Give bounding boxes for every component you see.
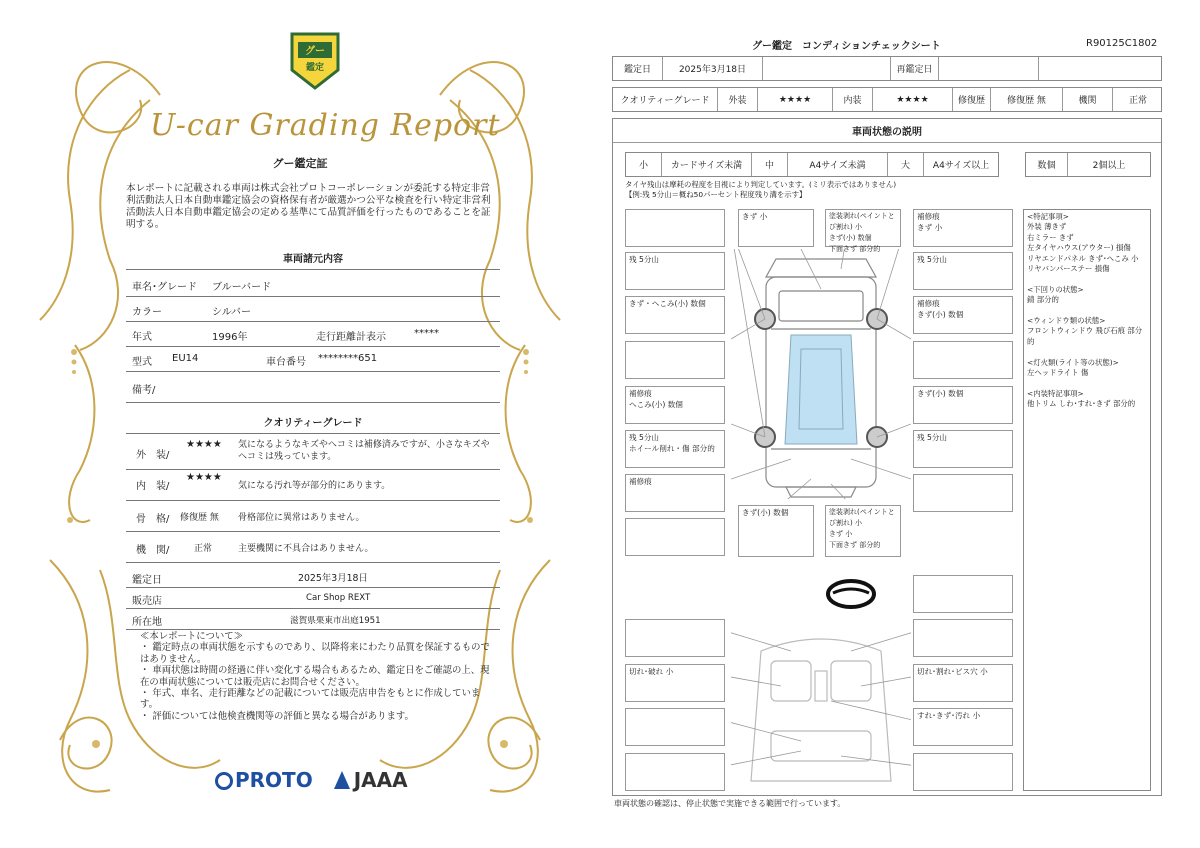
damage-box: 補修痕 きず 小 xyxy=(913,209,1013,247)
footer-note: 車両状態の確認は、停止状態で実施できる範囲で行っています。 xyxy=(614,799,846,808)
damage-box: きず 小 xyxy=(738,209,814,247)
car-top-view-diagram xyxy=(731,249,911,499)
quality-row-exterior: 外 装/ ★★★★ 気になるようなキズやヘコミは補修済みですが、小さなキズやヘコミは残っています。 xyxy=(126,436,500,470)
quality-row-engine: 機 関/ 正常 主要機関に不具合はありません。 xyxy=(126,533,500,563)
script-title: U-car Grading Report xyxy=(150,108,501,143)
sheet-code: R90125C1802 xyxy=(1086,38,1158,49)
note-item: ・ 評価については他検査機関等の評価と異なる場合があります。 xyxy=(140,710,414,722)
notes-title: ≪本レポートについて≫ xyxy=(140,631,243,642)
damage-box: 残 5分山 xyxy=(625,252,725,290)
note-item: ・ 車両状態は時間の経過に伴い変化する場合もあるため、鑑定日をご確認の上、現在の車両状態については販売店にお問合せください。 xyxy=(140,665,490,688)
report-notes xyxy=(140,631,495,722)
sheet-title: グー鑑定 コンディションチェックシート xyxy=(752,41,941,52)
damage-box: 塗装剥れ(ペイントとび割れ) 小 きず 小 下面きず 部分的 xyxy=(825,505,901,557)
damage-box xyxy=(913,341,1013,379)
info-row-date: 鑑定日 2025年3月18日 xyxy=(126,566,500,588)
damage-box: 補修痕 xyxy=(625,474,725,512)
date-row: 鑑定日 2025年3月18日 再鑑定日 xyxy=(612,56,1162,81)
damage-box: 補修痕 きず(小) 数個 xyxy=(913,296,1013,334)
tire-example: 【例:残 5分山＝概ね50パーセント程度残り溝を示す】 xyxy=(625,190,807,199)
damage-box: きず(小) 数個 xyxy=(738,505,814,557)
spec-row-model: 型式 EU14 車台番号 ********651 xyxy=(126,348,500,372)
special-notes: <特記事項> 外装 薄きず 右ミラー きず 左タイヤハウス(アウター) 損傷 リヤエンドパネル きず･へこみ 小 リヤバンパーステー 損傷 <下回りの状態> 錆 部分的 <ウィンドウ類の状態> フロントウィンドウ 飛び石痕 部分的 <灯火類(ライト等の状態)> 左ヘッドライト 傷 <内装特記事項> 他トリム しわ･すれ･きず 部分的 xyxy=(1023,209,1151,791)
tire-note: タイヤ残山は摩耗の程度を目視により判定しています。(ミリ表示ではありません) xyxy=(625,180,897,189)
damage-box xyxy=(625,708,725,746)
quality-divider xyxy=(126,432,500,434)
quality-row-interior: 内 装/ ★★★★ 気になる汚れ等が部分的にあります。 xyxy=(126,471,500,501)
damage-box xyxy=(625,518,725,556)
certificate-heading: グー鑑定証 xyxy=(272,157,328,170)
note-item: ・ 鑑定時点の車両状態を示すものであり、以降将来にわたり品質を保証するものではありません。 xyxy=(140,642,490,665)
damage-box xyxy=(913,575,1013,613)
damage-box xyxy=(913,474,1013,512)
svg-text:グー: グー xyxy=(305,46,325,57)
damage-box: 切れ･破れ 小 xyxy=(625,664,725,702)
info-row-location: 所在地 滋賀県栗東市出庭1951 xyxy=(126,610,500,630)
damage-box: 切れ･割れ･ビス穴 小 xyxy=(913,664,1013,702)
spec-row-color: カラー シルバー xyxy=(126,298,500,322)
car-interior-diagram xyxy=(731,631,911,791)
damage-box xyxy=(625,753,725,791)
damage-box xyxy=(625,341,725,379)
damage-box: すれ･きず･汚れ 小 xyxy=(913,708,1013,746)
logo-area xyxy=(215,768,408,792)
damage-box: 残 5分山 ホイール削れ・傷 部分的 xyxy=(625,430,725,468)
spec-row-name: 車名･グレード ブルーバード xyxy=(126,273,500,297)
proto-logo: PROTO xyxy=(215,768,313,792)
count-legend: 数個 2個以上 xyxy=(1025,152,1151,177)
spec-row-year: 年式 1996年 走行距離計表示 ***** xyxy=(126,323,500,347)
note-item: ・ 年式、車名、走行距離などの記載については販売店申告をもとに作成しています。 xyxy=(140,688,481,711)
quality-row-frame: 骨 格/ 修復歴 無 骨格部位に異常はありません。 xyxy=(126,502,500,532)
spec-row-remarks: 備考/ xyxy=(126,373,500,403)
damage-box: 残 5分山 xyxy=(913,430,1013,468)
condition-check-sheet xyxy=(600,0,1200,848)
damage-box xyxy=(625,209,725,247)
condition-panel xyxy=(612,118,1162,796)
quality-row: クオリティーグレード 外装 ★★★★ 内装 ★★★★ 修復歴 修復歴 無 機関 正常 xyxy=(612,87,1162,112)
condition-heading: 車両状態の説明 xyxy=(613,119,1161,143)
damage-box xyxy=(913,619,1013,657)
damage-box xyxy=(625,619,725,657)
jaaa-logo: JAAA xyxy=(334,768,408,792)
damage-box xyxy=(913,753,1013,791)
intro-text: 本レポートに記載される車両は株式会社プロトコーポレーションが委託する特定非営利活動法人日本自動車鑑定協会の資格保有者が厳選かつ公平な検査を行い特定非営利活動法人日本自動車鑑定協会の定める基準にて品質評価を行ったものであることを証明する。 xyxy=(126,183,491,230)
damage-box: きず・へこみ(小) 数個 xyxy=(625,296,725,334)
spec-heading: 車両諸元内容 xyxy=(283,254,343,265)
size-legend: 小 カードサイズ未満 中 A4サイズ未満 大 A4サイズ以上 xyxy=(625,152,999,177)
svg-text:鑑定: 鑑定 xyxy=(305,62,325,72)
quality-heading: クオリティーグレード xyxy=(263,418,363,429)
spec-divider xyxy=(126,268,500,270)
damage-box: 補修痕 へこみ(小) 数個 xyxy=(625,386,725,424)
steering-wheel-icon xyxy=(825,577,877,611)
goo-kantei-badge xyxy=(288,30,342,92)
damage-box: 塗装剥れ(ペイントとび割れ) 小 きず(小) 数個 下面きず 部分的 xyxy=(825,209,901,247)
damage-box: きず(小) 数個 xyxy=(913,386,1013,424)
damage-box: 残 5分山 xyxy=(913,252,1013,290)
info-row-shop: 販売店 Car Shop REXT xyxy=(126,589,500,609)
